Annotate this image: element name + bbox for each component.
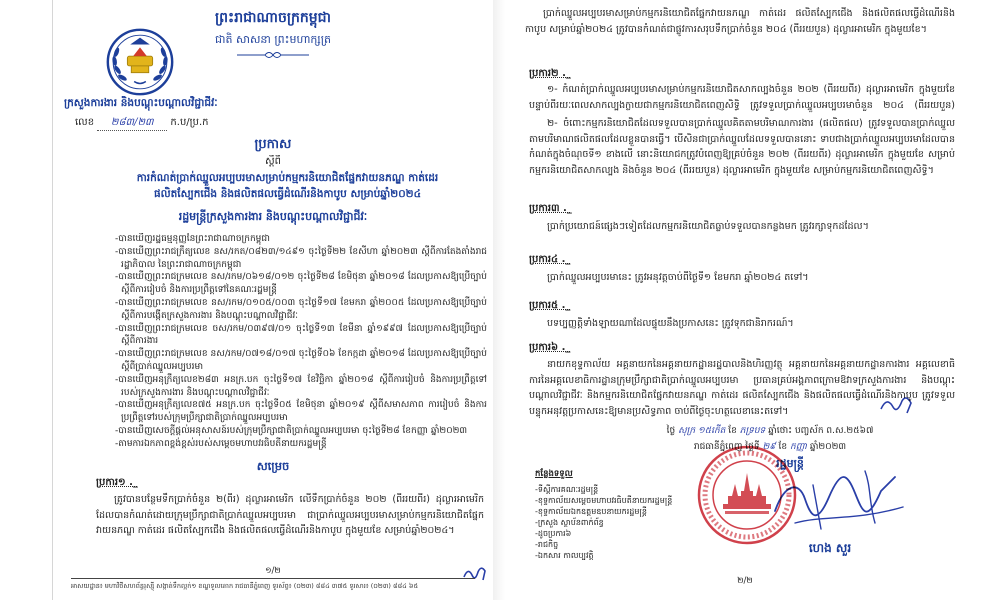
minister-heading: រដ្ឋមន្ត្រីក្រសួងការងារ និងបណ្តុះបណ្តាលវិជ្ជាជីវៈ: [178, 210, 368, 223]
signer-title: រដ្ឋមន្ត្រី: [776, 457, 804, 470]
initials-mark-icon: [877, 393, 917, 417]
distribution-heading: កន្លែងទទួល: [535, 469, 573, 479]
reference-suffix: ក.ប/ប្រ.ក: [170, 117, 209, 128]
signer-name: ហេង សួរ: [808, 541, 852, 555]
minister-signature: [755, 463, 915, 541]
article-1-text: ត្រូវបានបន្ថែមទឹកប្រាក់ចំនួន ២(ពីរ) ដុល្លារអាមេរិក លើទឹកប្រាក់ចំនួន ២០២ (ពីររយពីរ) ដុល្លារអាមេរិក ដែលបានកំណត់ដោយក្រុមប្រឹក្សាជាតិប្រាក់ឈ្នួលអប្បបរមា ជាប្រាក់ឈ្នួលអប្បបរមាសម្រាប់កម្មករនិយោជិតផ្នែកវាយនភណ្ឌ កាត់ដេរ ផលិតស្បែកជើង និងផលិតផលធ្វើដំណើរនិងកាបូប ក្នុងមួយខែ សម្រាប់ឆ្នាំ២០២៤។: [96, 494, 484, 536]
solar-month-value: កញ្ញា: [789, 442, 807, 452]
lunar-month-label: ខែ: [728, 426, 737, 436]
article-3-label: ប្រការ៣ ._: [529, 203, 572, 214]
solar-month-label: ខែ: [778, 442, 788, 452]
ministry-emblem-icon: [101, 26, 179, 98]
article-1-continuation: ប្រាក់ឈ្នួលអប្បបរមាសម្រាប់កម្មករនិយោជិតផ្នែកវាយនភណ្ឌ កាត់ដេរ ផលិតស្បែកជើង និងផលិតផលធ្វើដំណើរនិងកាបូប សម្រាប់ឆ្នាំ២០២៤ ត្រូវបានកំណត់ជាផ្លូវការសរុបទឹកប្រាក់ចំនួន ២០៤ (ពីររយបួន) ដុល្លារអាមេរិក ក្នុងមួយខែ។: [525, 8, 955, 35]
lunar-year: ឆ្នាំថោះ បញ្ចស័ក ព.ស.២៥៦៧: [768, 426, 874, 436]
list-item: -តាមការឯកភាពខ្ពង់ខ្ពស់របស់សម្តេចមហាបវរធិបតីនាយករដ្ឋមន្ត្រី: [115, 438, 327, 449]
article-4-label: ប្រការ៤ ._: [529, 254, 571, 265]
about-label: ស្តីពី: [265, 156, 281, 167]
reference-label: លេខ: [75, 117, 95, 128]
article-6-label: ប្រការ៦ ._: [529, 342, 571, 353]
ornament-divider-icon: [233, 50, 313, 60]
list-item: -បានឃើញព្រះរាជក្រមលេខ នស/រកម/០៦១៨/០១២ ចុះថ្ងៃទី២៨ ខែមិថុនា ឆ្នាំ២០១៨ ដែលប្រកាសឱ្យប្រើច្បាប់ស្តីពីការរៀបចំ និងការប្រព្រឹត្តទៅនៃគណៈរដ្ឋមន្ត្រី: [115, 272, 487, 296]
article-1-label: ប្រការ១ ._: [96, 477, 138, 488]
article-5-text: បទប្បញ្ញត្តិទាំងឡាយណាដែលផ្ទុយនឹងប្រកាសនេះ ត្រូវទុកជានិរាករណ៍។: [547, 318, 794, 329]
lunar-month-value: ភទ្របទ: [739, 426, 766, 436]
kingdom-heading: ព្រះរាជាណាចក្រកម្ពុជា: [214, 10, 331, 26]
national-motto: ជាតិ សាសនា ព្រះមហាក្សត្រ: [215, 33, 331, 46]
list-item: -បានឃើញអនុក្រឹត្យលេខ២៨៣ អនក្រ.បក ចុះថ្ងៃទី១៧ ខែវិច្ឆិកា ឆ្នាំ២០១៨ ស្តីពីការរៀបចំ និងការប្រព្រឹត្តទៅរបស់ក្រសួងការងារ និងបណ្តុះបណ្តាលវិជ្ជាជីវៈ: [115, 374, 487, 398]
list-item: -បានឃើញអនុក្រឹត្យលេខ៧៥ អនក្រ.បក ចុះថ្ងៃទី០៥ ខែមិថុនា ឆ្នាំ២០១៩ ស្តីពីសមាសភាព ការរៀបចំ និងការប្រព្រឹត្តទៅរបស់ក្រុមប្រឹក្សាជាតិប្រាក់ឈ្នួលអប្បបរមា: [115, 400, 487, 424]
ministry-name: ក្រសួងការងារ និងបណ្តុះបណ្តាលវិជ្ជាជីវៈ: [64, 97, 218, 109]
document-type: ប្រកាស: [254, 137, 292, 152]
list-item: -ទីស្តីការគណៈរដ្ឋមន្ត្រី: [535, 485, 599, 494]
decision-heading: សម្រេច: [256, 459, 290, 473]
article-2-item-1: ១- កំណត់ប្រាក់ឈ្នួលអប្បបរមាសម្រាប់កម្មករនិយោជិតសាកល្បងចំនួន ២០២ (ពីររយពីរ) ដុល្លារអាមេរិក ក្នុងមួយខែ បន្ទាប់ពីរយៈពេលសាកល្បងក្លាយជាកម្មករនិយោជិតពេញសិទ្ធិ ត្រូវទទួលប្រាក់ឈ្នួលអប្បបរមាចំនួន ២០៤ (ពីររយបួន): [529, 84, 955, 111]
list-item: -បានឃើញព្រះរាជក្រមលេខ នស/រកម/០៧១៨/០១៧ ចុះថ្ងៃទី០៦ ខែកក្កដា ឆ្នាំ២០១៨ ដែលប្រកាសឱ្យប្រើច្បាប់ស្តីពីប្រាក់ឈ្នួលអប្បបរមា: [115, 349, 487, 372]
solar-place-day-label: រាជធានីភ្នំពេញ ថ្ងៃទី: [693, 442, 760, 452]
list-item: -បានឃើញសេចក្តីផ្តល់អនុសាសន៍របស់ក្រុមប្រឹក្សាជាតិប្រាក់ឈ្នួលអប្បបរមា ចុះថ្ងៃទី២៨ ខែកញ្ញា ឆ្នាំ២០២៣: [115, 425, 468, 436]
footer-rule: [71, 578, 475, 579]
reference-number: ២៨៣/២៣: [97, 115, 167, 131]
title-line-1: ការកំណត់ប្រាក់ឈ្នួលអប្បបរមាសម្រាប់កម្មករនិយោជិតផ្នែកវាយនភណ្ឌ កាត់ដេរ: [136, 172, 439, 184]
page-two: [505, 0, 967, 600]
lunar-day-value: សុក្រ ១៥កើត: [678, 426, 726, 436]
lunar-day-label: ថ្ងៃ: [666, 426, 676, 436]
article-5-label: ប្រការ៥ ._: [529, 300, 571, 311]
list-item: -ខុទ្ទកាល័យសម្តេចមហាបវរធិបតីនាយករដ្ឋមន្ត្រី: [535, 496, 673, 505]
page-one: [52, 0, 493, 600]
list-item: -រាជកិច្ច: [535, 540, 559, 549]
list-item: -បានឃើញព្រះរាជក្រមលេខ នស/រកម/០១០៥/០០៣ ចុះថ្ងៃទី១៧ ខែមករា ឆ្នាំ២០០៥ ដែលប្រកាសឱ្យប្រើច្បាប់ស្តីពីការបង្កើតក្រសួងការងារ និងបណ្តុះបណ្តាលវិជ្ជាជីវៈ: [115, 297, 487, 321]
considerations-list: [115, 233, 487, 455]
list-item: -បានឃើញរដ្ឋធម្មនុញ្ញនៃព្រះរាជាណាចក្រកម្ពុជា: [115, 234, 270, 244]
reference-line: [75, 115, 305, 131]
article-4-text: ប្រាក់ឈ្នួលអប្បបរមានេះ ត្រូវអនុវត្តចាប់ពីថ្ងៃទី១ ខែមករា ឆ្នាំ២០២៤ តទៅ។: [547, 272, 809, 283]
title-line-2: ផលិតស្បែកជើង និងផលិតផលធ្វើដំណើរនិងកាបូប សម្រាប់ឆ្នាំ២០២៤: [153, 188, 422, 200]
list-item: -ក្រសួង ស្ថាប័នពាក់ព័ន្ធ: [535, 518, 604, 527]
solar-day-value: ២៩: [762, 442, 776, 452]
article-2-item-2: ២- ចំពោះកម្មករនិយោជិតដែលទទួលបានប្រាក់ឈ្នួលគិតតាមបរិមាណការងារ (ផលិតផល) ត្រូវទទួលបានប្រាក់ឈ្នួលតាមបរិមាណផលិតផលដែលខ្លួនបានធ្វើ។ បើសិនជាប្រាក់ឈ្នួលដែលទទួលបាននោះ ទាបជាងប្រាក់ឈ្នួលអប្បបរមាដែលបានកំណត់ក្នុងចំណុចទី១ ខាងលើ នោះនិយោជកត្រូវបំពេញឱ្យគ្រប់ចំនួន ២០២ (ពីររយពីរ) ដុល្លារអាមេរិក ក្នុងមួយខែ សម្រាប់កម្មករនិយោជិតសាកល្បង និងចំនួន ២០៤ (ពីររយបួន) ដុល្លារអាមេរិក ក្នុងមួយខែ សម្រាប់កម្មករនិយោជិតពេញសិទ្ធិ។: [529, 118, 955, 176]
list-item: -ខុទ្ទកាល័យឯកឧត្តមឧបនាយករដ្ឋមន្ត្រី: [535, 507, 647, 516]
article-2-label: ប្រការ២ ._: [529, 68, 571, 79]
list-item: -បានឃើញព្រះរាជក្រមលេខ ចស/រកម/០៣៩៧/០១ ចុះថ្ងៃទី១៣ ខែមីនា ឆ្នាំ១៩៩៧ ដែលប្រកាសឱ្យប្រើច្បាប់ស្តីពីការងារ: [115, 323, 487, 347]
page-gutter: [492, 0, 505, 600]
article-6-text: នាយកខុទ្ទកាល័យ អគ្គនាយកនៃអគ្គនាយកដ្ឋានរដ្ឋបាលនិងហិរញ្ញវត្ថុ អគ្គនាយកនៃអគ្គនាយកដ្ឋានការងារ អគ្គលេខាធិការនៃអគ្គលេខាធិការដ្ឋានក្រុមប្រឹក្សាជាតិប្រាក់ឈ្នួលអប្បបរមា ប្រធានគ្រប់អង្គភាពក្រោមឱវាទក្រសួងការងារ និងបណ្តុះបណ្តាលវិជ្ជាជីវៈ និងកម្មករនិយោជិតផ្នែកវាយនភណ្ឌ កាត់ដេរ ផលិតស្បែកជើង និងផលិតផលធ្វើដំណើរនិងកាបូប ត្រូវទទួលបន្ទុកអនុវត្តប្រកាសនេះឱ្យមានប្រសិទ្ធភាព ចាប់ពីថ្ងៃចុះហត្ថលេខានេះតទៅ។: [529, 359, 955, 417]
list-item: -ឯកសារ កាលប្បវត្តិ: [535, 551, 594, 560]
page-number: ២/២: [737, 576, 753, 586]
distribution-list: [535, 484, 710, 566]
solar-year: ឆ្នាំ២០២៣: [809, 442, 847, 452]
list-item: -បានឃើញព្រះរាជក្រឹត្យលេខ នស/រកត/០៨២៣/១៤៩១ ចុះថ្ងៃទី២២ ខែសីហា ឆ្នាំ២០២៣ ស្តីពីការតែងតាំងរាជរដ្ឋាភិបាល នៃព្រះរាជាណាចក្រកម្ពុជា: [115, 246, 487, 270]
list-item: -ដូចប្រការ៦: [535, 529, 572, 538]
lunar-date-line: [625, 424, 915, 439]
article-3-text: ប្រាក់ប្រយោជន៍ផ្សេងៗទៀតដែលកម្មករនិយោជិតធ្លាប់ទទួលបានកន្លងមក ត្រូវរក្សាទុកដដែល។: [547, 221, 869, 232]
footer-address: អាសយដ្ឋាន៖ មហាវិថីសហព័ន្ធរុស្ស៊ី សង្កាត់ទឹកល្អក់១ ខណ្ឌទួលគោក រាជធានីភ្នំពេញ ទូរស័ព្ទ៖ (០២៣) ៨៨៤ ៣៧៥ ទូរសារ៖ (០២៣) ៨៨៤ ៦៥: [71, 582, 419, 590]
page-number: ១/២: [265, 566, 281, 576]
